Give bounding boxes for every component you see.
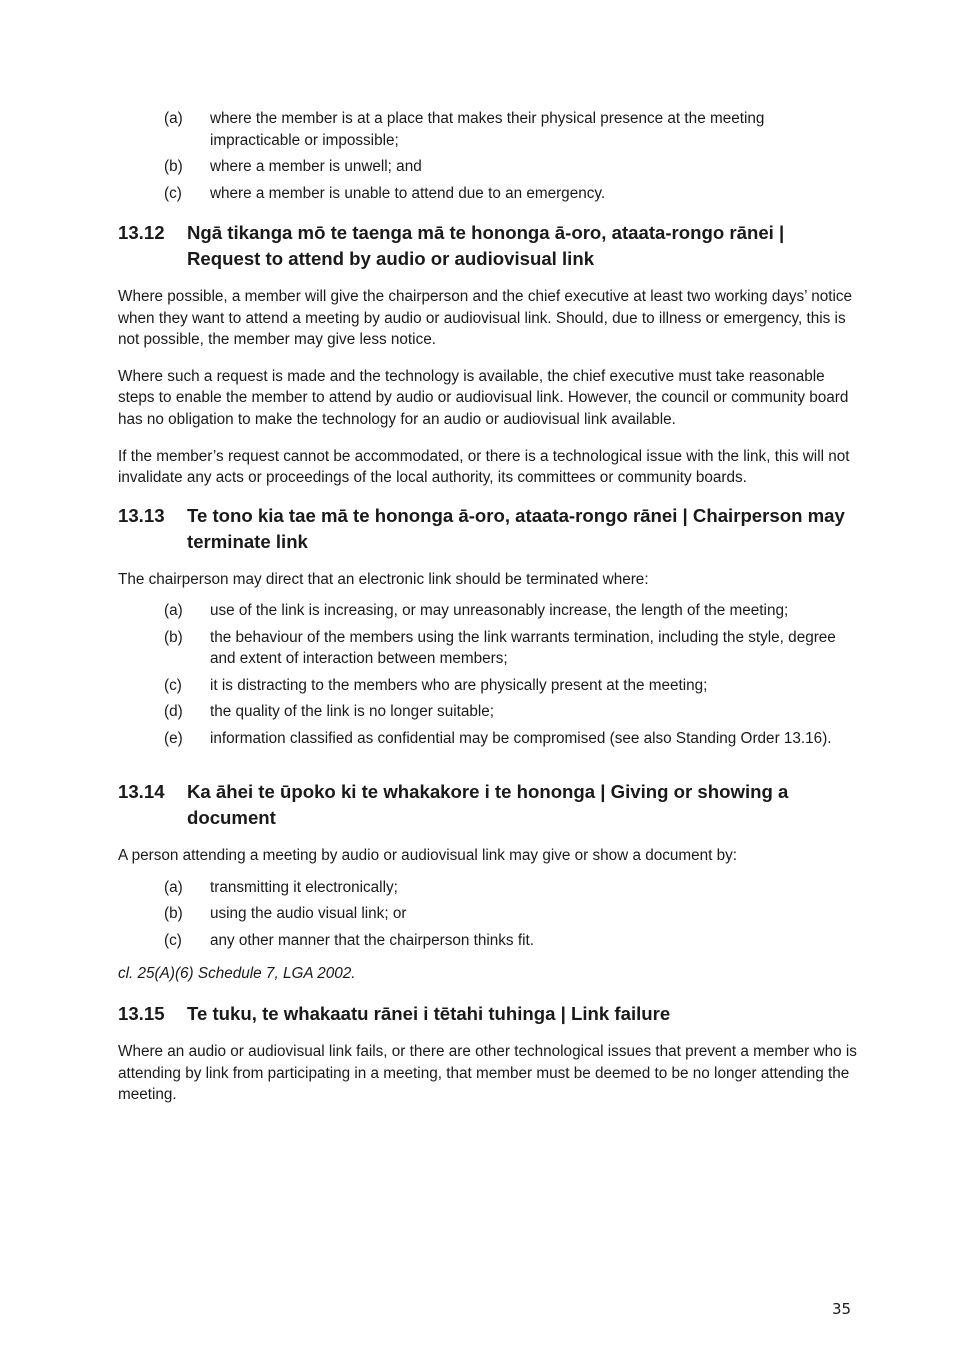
termination-list [164, 600, 858, 749]
list-text: where a member is unwell; and [210, 158, 422, 175]
list-label: (c) [164, 676, 182, 694]
section-title: Ka āhei te ūpoko ki te whakakore i te hononga | Giving or showing a document [187, 781, 789, 829]
paragraph: Where an audio or audiovisual link fails, or there are other technological issues that prevent a member who is attending by link from participating in a meeting, that member must be deemed to be no longer attending the meeting. [118, 1043, 857, 1104]
list-text: the quality of the link is no longer suitable; [210, 703, 495, 721]
legal-reference: cl. 25(A)(6) Schedule 7, LGA 2002. [118, 965, 356, 983]
list-item [164, 701, 858, 723]
list-label: (c) [164, 931, 182, 949]
list-text: any other manner that the chairperson thinks fit. [210, 931, 534, 949]
list-item [164, 877, 858, 899]
list-item [164, 627, 858, 670]
list-text: use of the link is increasing, or may unreasonably increase, the length of the meeting; [210, 602, 789, 620]
document-methods-list [164, 877, 858, 952]
list-label: (e) [164, 729, 183, 747]
list-text: the behaviour of the members using the link warrants termination, including the style, degree and extent of interaction between members; [210, 628, 836, 668]
paragraph: Where such a request is made and the technology is available, the chief executive must take reasonable steps to enable the member to attend by audio or audiovisual link. However, the council or community board has no obligation to make the technology for an audio or audiovisual link available. [118, 367, 849, 428]
list-item [164, 156, 858, 178]
list-label: (a) [164, 878, 183, 896]
list-item [164, 728, 858, 750]
section-heading-13-15 [118, 1001, 858, 1027]
document-page [118, 108, 858, 1106]
paragraph: The chairperson may direct that an electronic link should be terminated where: [118, 570, 649, 588]
section-title: Te tono kia tae mā te hononga ā-oro, ataata-rongo rānei | Chairperson may terminate link [187, 504, 845, 552]
list-label: (a) [164, 602, 183, 620]
section-number: 13.13 [118, 504, 165, 526]
list-text: where the member is at a place that makes their physical presence at the meeting impracticable or impossible; [210, 110, 765, 149]
list-item [164, 675, 858, 697]
section-heading-13-12 [118, 220, 858, 272]
section-heading-13-13 [118, 503, 858, 555]
section-title: Ngā tikanga mō te taenga mā te hononga ā-oro, ataata-rongo rānei | Request to attend by audio or audiovisual link [187, 222, 785, 269]
list-label: (b) [164, 158, 183, 175]
list-item [164, 930, 858, 952]
list-text: it is distracting to the members who are physically present at the meeting; [210, 676, 708, 694]
paragraph: Where possible, a member will give the chairperson and the chief executive at least two working days’ notice when they want to attend a meeting by audio or audiovisual link. Should, due to illness or emergency, this is not possible, the member may give less notice. [118, 288, 853, 349]
list-item [164, 903, 858, 925]
list-text: where a member is unable to attend due to an emergency. [210, 184, 606, 202]
list-item [164, 600, 858, 622]
list-text: transmitting it electronically; [210, 878, 398, 896]
list-label: (c) [164, 184, 182, 202]
list-label: (a) [164, 110, 183, 127]
page-number: 35 [832, 1300, 852, 1318]
paragraph: If the member’s request cannot be accommodated, or there is a technological issue with the link, this will not invalidate any acts or proceedings of the local authority, its committees or community boards. [118, 447, 850, 487]
intro-list [164, 108, 858, 204]
list-item [164, 108, 858, 151]
list-label: (d) [164, 703, 183, 721]
paragraph: A person attending a meeting by audio or audiovisual link may give or show a document by: [118, 847, 738, 865]
list-item [164, 183, 858, 205]
section-title: Te tuku, te whakaatu rānei i tētahi tuhinga | Link failure [187, 1003, 671, 1025]
section-number: 13.12 [118, 222, 165, 243]
section-heading-13-14 [118, 779, 858, 831]
list-label: (b) [164, 905, 183, 923]
section-number: 13.14 [118, 781, 165, 803]
list-text: information classified as confidential may be compromised (see also Standing Order 13.16). [210, 729, 832, 747]
list-label: (b) [164, 628, 183, 646]
list-text: using the audio visual link; or [210, 905, 407, 923]
section-number: 13.15 [118, 1003, 165, 1025]
